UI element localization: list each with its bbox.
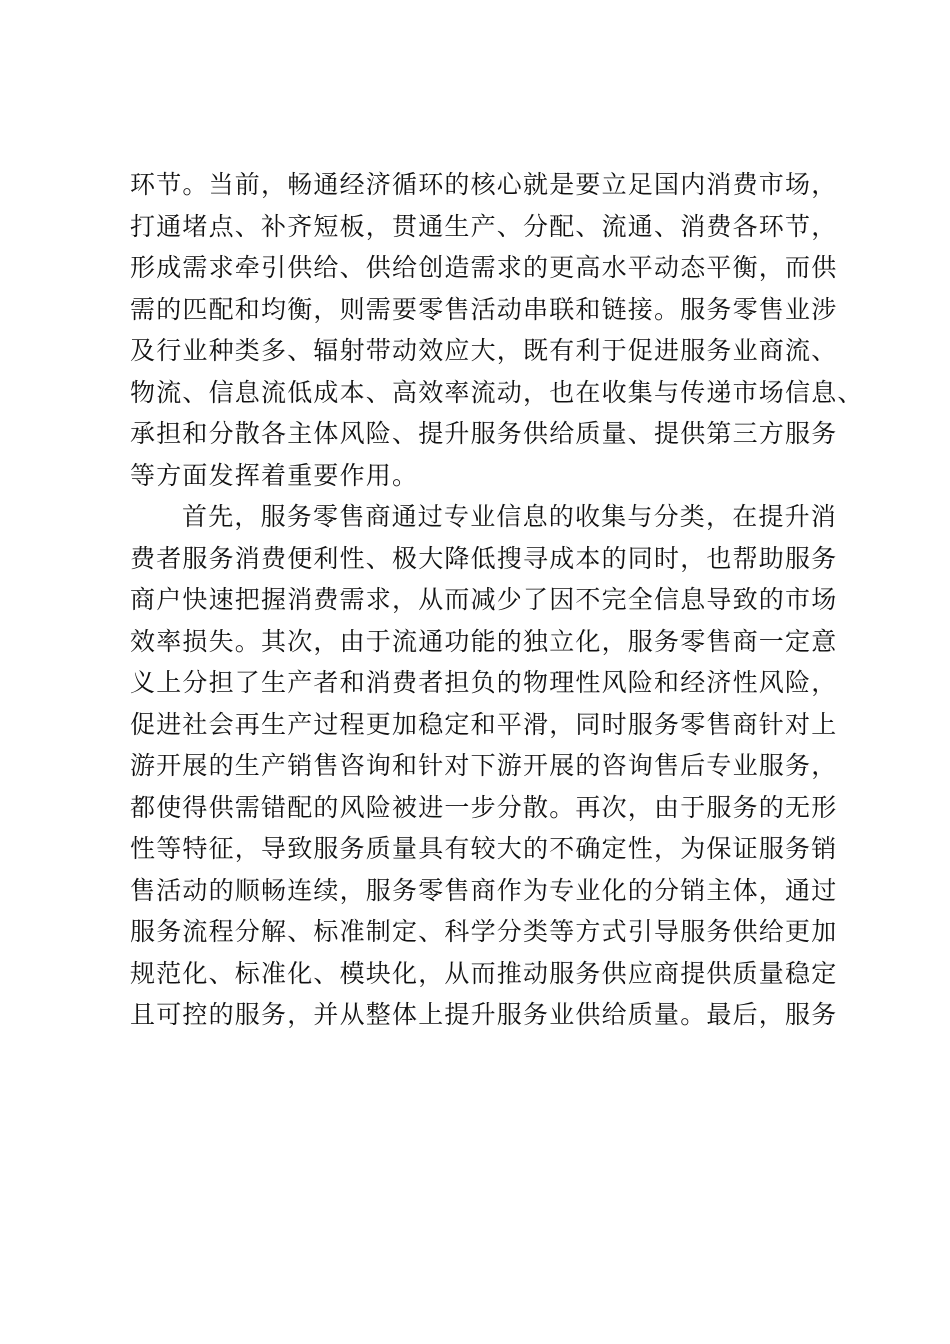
text-line: 且可控的服务，并从整体上提升服务业供给质量。最后，服务	[130, 1000, 838, 1029]
text-line: 义上分担了生产者和消费者担负的物理性风险和经济性风险，	[130, 668, 838, 697]
text-line: 等方面发挥着重要作用。	[130, 460, 419, 490]
document-body	[130, 164, 890, 1036]
text-line: 形成需求牵引供给、供给创造需求的更高水平动态平衡，而供	[130, 253, 838, 282]
text-line: 性等特征，导致服务质量具有较大的不确定性，为保证服务销	[130, 834, 838, 863]
text-line: 效率损失。其次，由于流通功能的独立化，服务零售商一定意	[130, 626, 838, 656]
text-line: 环节。当前，畅通经济循环的核心就是要立足国内消费市场，	[130, 170, 838, 199]
paragraph-1	[130, 164, 890, 496]
text-line: 规范化、标准化、模块化，从而推动服务供应商提供质量稳定	[130, 958, 838, 988]
text-line: 承担和分散各主体风险、提升服务供给质量、提供第三方服务	[130, 419, 838, 448]
text-line: 费者服务消费便利性、极大降低搜寻成本的同时，也帮助服务	[130, 543, 838, 573]
text-line: 及行业种类多、辐射带动效应大，既有利于促进服务业商流、	[130, 336, 838, 365]
text-line: 需的匹配和均衡，则需要零售活动串联和链接。服务零售业涉	[130, 294, 838, 324]
text-line: 服务流程分解、标准制定、科学分类等方式引导服务供给更加	[130, 917, 838, 946]
text-line: 打通堵点、补齐短板，贯通生产、分配、流通、消费各环节，	[130, 211, 838, 241]
text-line: 游开展的生产销售咨询和针对下游开展的咨询售后专业服务，	[130, 751, 838, 780]
text-line: 商户快速把握消费需求，从而减少了因不完全信息导致的市场	[130, 585, 838, 614]
text-line: 都使得供需错配的风险被进一步分散。再次，由于服务的无形	[130, 792, 838, 822]
text-line: 物流、信息流低成本、高效率流动，也在收集与传递市场信息、	[130, 377, 864, 407]
paragraph-2	[130, 496, 890, 1036]
text-line-first-indented: 首先，服务零售商通过专业信息的收集与分类，在提升消	[182, 502, 838, 531]
text-line: 促进社会再生产过程更加稳定和平滑，同时服务零售商针对上	[130, 709, 838, 739]
text-line: 售活动的顺畅连续，服务零售商作为专业化的分销主体，通过	[130, 875, 838, 905]
